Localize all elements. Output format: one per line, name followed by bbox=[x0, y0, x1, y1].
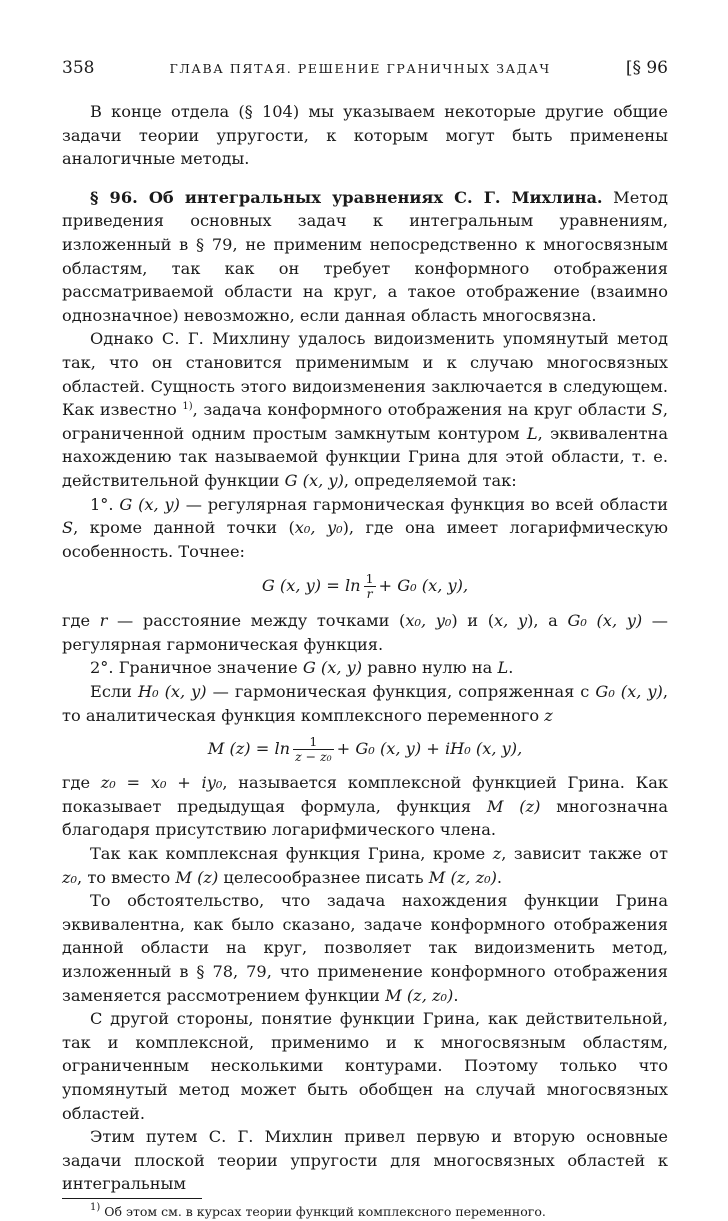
footnote: $^{1)}$ Об этом см. в курсах теории функций комплексного переменного. bbox=[90, 1201, 546, 1219]
condition-1: 1°. G (x, y) — регулярная гармоническая функция во всей области S, кроме данной точки (x₀, y₀), где она имеет логарифмическую особенность. Точнее: bbox=[62, 494, 669, 561]
fraction: $\frac{1}{\text{z − z₀}}$ bbox=[295, 733, 332, 764]
paragraph-6: Если H₀ (x, y) — гармоническая функция, сопряженная с G₀ (x, y), то аналитическая функция комплексного переменного z bbox=[62, 682, 669, 725]
condition-2: 2°. Граничное значение G (x, y) равно нулю на L. bbox=[90, 658, 514, 678]
running-header bbox=[62, 58, 668, 78]
formula-complex-green-function: M (z) = ln $\frac{1}{\text{z − z₀}}$ + G₀ (x, y) + iH₀ (x, y), bbox=[207, 733, 523, 764]
section-heading: § 96. Об интегральных уравнениях С. Г. Михлина. bbox=[90, 187, 603, 207]
paragraph-2: Однако С. Г. Михлину удалось видоизменить упомянутый метод так, что он становится применимым и к случаю многосвязных областей. Сущность этого видоизменения заключается в следующем. Как известно $^{1)}$, задача конформного отображения на круг области S, ограниченной одним простым замкнутым контуром L, эквивалентна нахождению так называемой функции Грина для этой области, т. е. действительной функции G (x, y), определяемой так: bbox=[62, 329, 668, 490]
intro-paragraph: В конце отдела (§ 104) мы указываем некоторые другие общие задачи теории упругости, к которым могут быть применены аналогичные методы. bbox=[62, 102, 668, 169]
section-reference: [§ 96 bbox=[625, 58, 668, 78]
footnote-mark: 1) bbox=[182, 401, 193, 413]
formula-green-function: G (x, y) = ln $\frac{1}{r}$ + G₀ (x, y), bbox=[261, 570, 469, 601]
paragraph-10: С другой стороны, понятие функции Грина, как действительной, так и комплексной, применимо и к многосвязным областям, ограниченным несколькими контурами. Поэтому только что упомянутый метод может быть обобщен на случай многосвязных областей. bbox=[62, 1009, 668, 1123]
paragraph-8: Так как комплексная функция Грина, кроме z, зависит также от z₀, то вместо M (z) целесообразнее писать M (z, z₀). bbox=[62, 844, 668, 887]
paragraph-11: Этим путем С. Г. Михлин привел первую и вторую основные задачи плоской теории упругости для многосвязных областей к интегральным bbox=[62, 1127, 668, 1194]
page-number: 358 bbox=[62, 58, 95, 78]
section-paragraph-1: § 96. Об интегральных уравнениях С. Г. Михлина. Метод приведения основных задач к интегральным уравнениям, изложенный в § 79, не применим непосредственно к многосвязным областям, так как он требует конформного отображения рассматриваемой области на круг, а такое отображение (взаимно однозначное) невозможно, если данная область многосвязна. bbox=[62, 187, 669, 325]
page bbox=[62, 58, 668, 1221]
footnote-divider bbox=[62, 1198, 202, 1199]
paragraph-4: где r — расстояние между точками (x₀, y₀) и (x, y), а G₀ (x, y) — регулярная гармоническая функция. bbox=[62, 611, 668, 654]
running-title: ГЛАВА ПЯТАЯ. РЕШЕНИЕ ГРАНИЧНЫХ ЗАДАЧ bbox=[169, 61, 551, 76]
paragraph-9: То обстоятельство, что задача нахождения функции Грина эквивалентна, как было сказано, задаче конформного отображения данной области на круг, позволяет так видоизменить метод, изложенный в § 78, 79, что применение конформного отображения заменяется рассмотрением функции M (z, z₀). bbox=[62, 891, 668, 1005]
paragraph-7: где z₀ = x₀ + iy₀, называется комплексной функцией Грина. Как показывает предыдущая формула, функция M (z) многозначна благодаря присутствию логарифмического члена. bbox=[62, 773, 668, 840]
fraction: $\frac{1}{r}$ bbox=[365, 570, 374, 601]
